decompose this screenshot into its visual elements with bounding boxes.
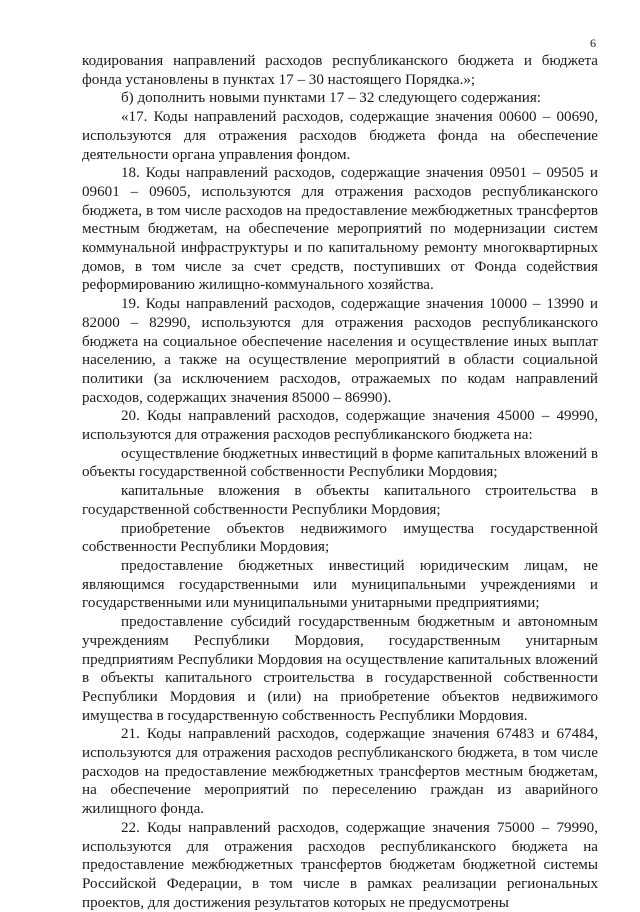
paragraph-item-20-real-estate: приобретение объектов недвижимого имущества государственной собственности Республики Мордовия;: [82, 520, 598, 556]
paragraph-item-20-capital-investments: осуществление бюджетных инвестиций в форме капитальных вложений в объекты государственной собственности Республики Мордовия;: [82, 445, 598, 481]
paragraph-continuation: кодирования направлений расходов республиканского бюджета и бюджета фонда установлены в пунктах 17 – 30 настоящего Порядка.»;: [82, 53, 598, 88]
paragraph-item-20-legal-entities: предоставление бюджетных инвестиций юридическим лицам, не являющимся государственными или муниципальными учреждениями и государственными или муниципальными унитарными предприятиями;: [82, 557, 598, 612]
paragraph-item-22: 22. Коды направлений расходов, содержащие значения 75000 – 79990, используются для отражения расходов республиканского бюджета на предоставление межбюджетных трансфертов бюджетам бюджетной системы Российской Федерации, в том числе в рамках реализации региональных проектов, для достижения результатов которых не предусмотрены: [82, 819, 598, 911]
document-body: [82, 52, 598, 912]
paragraph-item-20: 20. Коды направлений расходов, содержащие значения 45000 – 49990, используются для отражения расходов республиканского бюджета на:: [82, 408, 598, 444]
paragraph-item-18: 18. Коды направлений расходов, содержащие значения 09501 – 09505 и 09601 – 09605, используются для отражения расходов республиканского бюджета, в том числе расходов на предоставление межбюджетных трансфертов местным бюджетам, на обеспечение мероприятий по модернизации систем коммунальной инфраструктуры и по капитальному ремонту многоквартирных домов, в том числе за счет средств, поступивших от Фонда содействия реформированию жилищно-коммунального хозяйства.: [82, 165, 598, 294]
paragraph-amendment-b: б) дополнить новыми пунктами 17 – 32 следующего содержания:: [121, 90, 541, 107]
paragraph-item-20-capital-construction: капитальные вложения в объекты капитального строительства в государственной собственности Республики Мордовия;: [82, 483, 598, 518]
paragraph-item-20-subsidies: предоставление субсидий государственным бюджетным и автономным учреждениям Республики Мордовия, государственным унитарным предприятиям Республики Мордовия на осуществление капитальных вложений в объекты капитального строительства в государственной собственности Республики Мордовия и (или) на приобретение объектов недвижимого имущества в государственную собственность Республики Мордовия.: [82, 614, 598, 724]
paragraph-item-21: 21. Коды направлений расходов, содержащие значения 67483 и 67484, используются для отражения расходов республиканского бюджета, в том числе расходов на предоставление межбюджетных трансфертов местным бюджетам, на обеспечение мероприятий по переселению граждан из аварийного жилищного фонда.: [82, 726, 598, 818]
paragraph-item-19: 19. Коды направлений расходов, содержащие значения 10000 – 13990 и 82000 – 82990, используются для отражения расходов республиканского бюджета на социальное обеспечение населения и осуществление иных выплат населению, а также на осуществление мероприятий в области социальной политики (за исключением расходов, отражаемых по кодам направлений расходов, содержащих значения 85000 – 86990).: [82, 296, 598, 406]
paragraph-item-17: «17. Коды направлений расходов, содержащие значения 00600 – 00690, используются для отражения расходов бюджета фонда на обеспечение деятельности органа управления фондом.: [82, 109, 598, 163]
page-number: 6: [590, 36, 596, 50]
